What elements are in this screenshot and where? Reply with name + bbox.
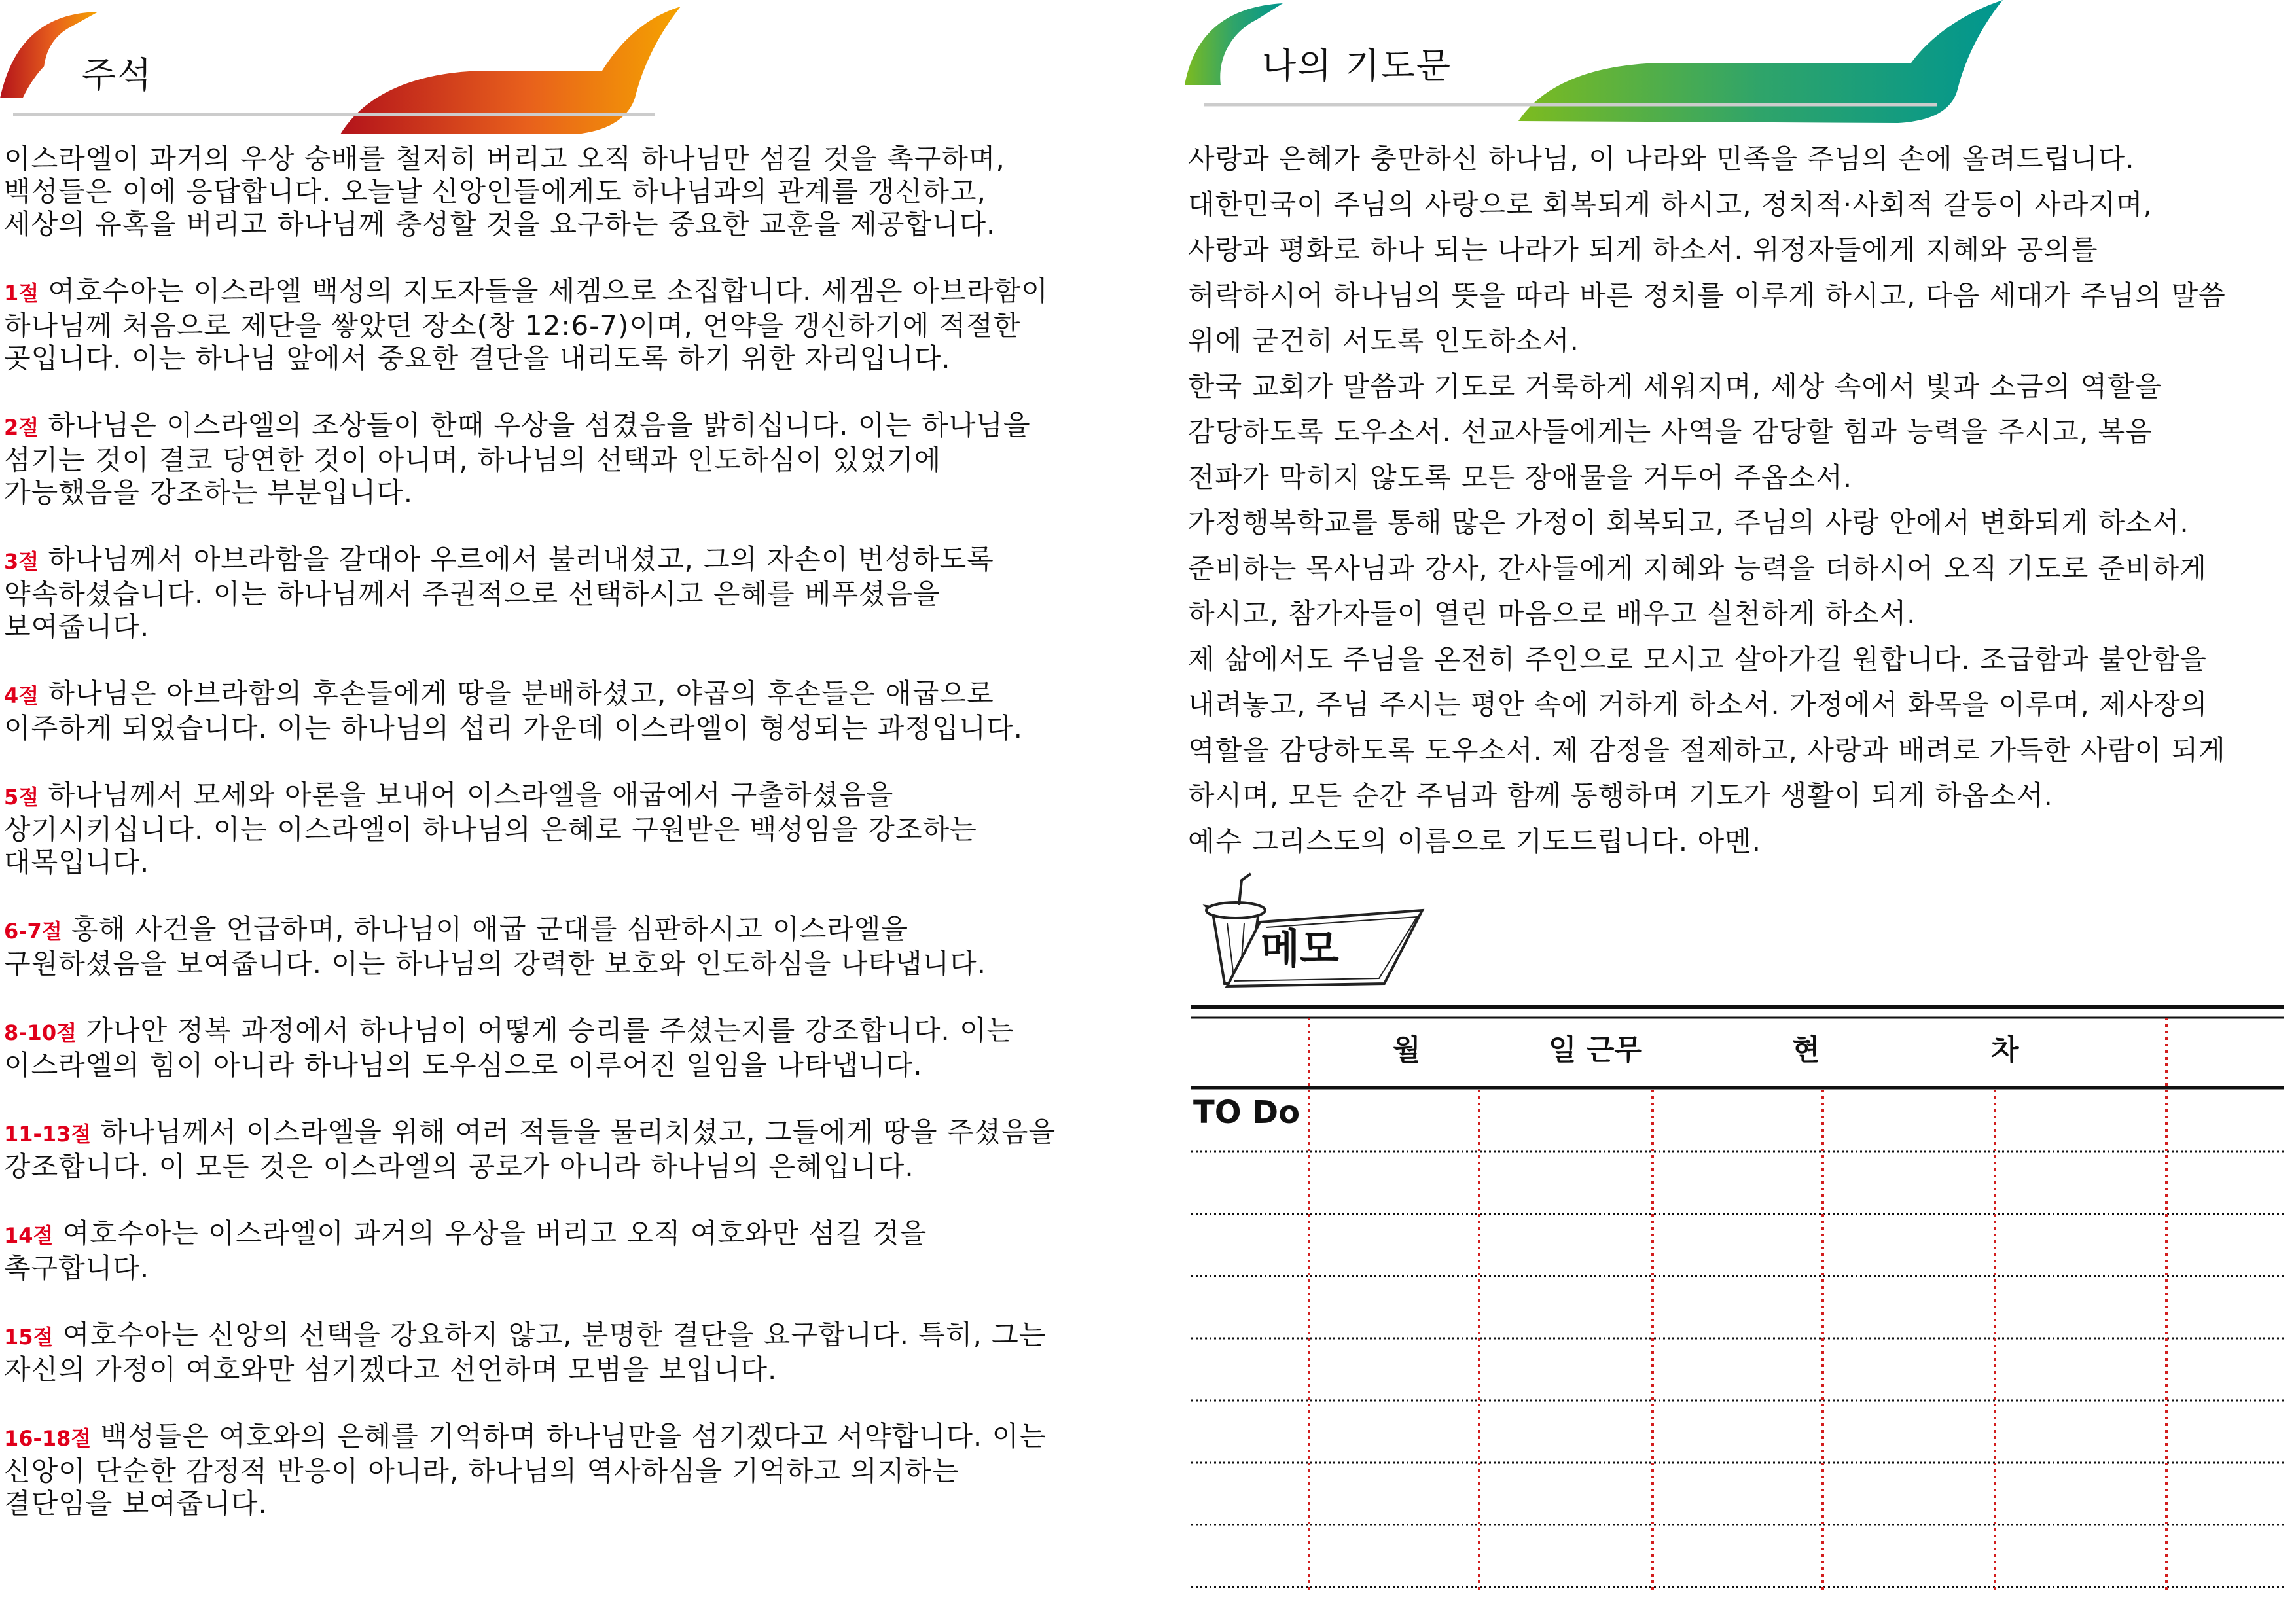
commentary-note — [4, 1014, 1130, 1082]
commentary-note — [4, 1420, 1130, 1520]
commentary-banner — [0, 0, 1152, 137]
verse-ref: 5절 — [4, 785, 39, 810]
verse-ref: 11-13절 — [4, 1122, 92, 1147]
note-text: 하나님은 이스라엘의 조상들이 한때 우상을 섬겼음을 밝히십니다. 이는 하나님을 섬기는 것이 결코 당연한 것이 아니며, 하나님의 선택과 인도하심이 있었기에 가능했음을 강조하는 부분입니다. — [4, 409, 1031, 508]
note-text: 하나님께서 아브라함을 갈대아 우르에서 불러내셨고, 그의 자손이 번성하도록 약속하셨습니다. 이는 하나님께서 주권적으로 선택하시고 은혜를 베푸셨음을 보여줍니다. — [4, 543, 994, 643]
prayer-line: 한국 교회가 말씀과 기도로 거룩하게 세워지며, 세상 속에서 빛과 소금의 역할을 — [1188, 370, 2162, 402]
verse-ref: 4절 — [4, 683, 39, 708]
prayer-line: 가정행복학교를 통해 많은 가정이 회복되고, 주님의 사랑 안에서 변화되게 하소서. — [1188, 507, 2189, 539]
commentary-note — [4, 913, 1130, 980]
commentary-body — [4, 143, 1130, 1554]
memo-header-day-work: 일 근무 — [1549, 1033, 1642, 1067]
commentary-note — [4, 543, 1130, 643]
commentary-note — [4, 1116, 1130, 1183]
prayer-line: 준비하는 목사님과 강사, 간사들에게 지혜와 능력을 더하시어 오직 기도로 준비하게 — [1188, 552, 2207, 584]
note-text: 여호수아는 신앙의 선택을 강요하지 않고, 분명한 결단을 요구합니다. 특히, 그는 자신의 가정이 여호와만 섬기겠다고 선언하며 모범을 보입니다. — [4, 1319, 1047, 1385]
memo-header-hyeon: 현 — [1792, 1033, 1820, 1067]
verse-ref: 15절 — [4, 1325, 54, 1349]
prayer-line: 제 삶에서도 주님을 온전히 주인으로 모시고 살아가길 원합니다. 조급함과 불안함을 — [1188, 643, 2207, 675]
commentary-title: 주석 — [82, 54, 153, 96]
prayer-body — [1188, 136, 2294, 864]
prayer-line: 역할을 감당하도록 도우소서. 제 감정을 절제하고, 사랑과 배려로 가득한 사람이 되게 — [1188, 734, 2226, 766]
commentary-note — [4, 1217, 1130, 1285]
todo-label: TO Do — [1193, 1094, 1300, 1131]
prayer-line: 내려놓고, 주님 주시는 평안 속에 거하게 하소서. 가정에서 화목을 이루며, 제사장의 — [1188, 688, 2208, 721]
commentary-note — [4, 677, 1130, 745]
note-text: 하나님은 아브라함의 후손들에게 땅을 분배하셨고, 야곱의 후손들은 애굽으로 이주하게 되었습니다. 이는 하나님의 섭리 가운데 이스라엘이 형성되는 과정입니다. — [4, 677, 1023, 744]
verse-ref: 8-10절 — [4, 1020, 77, 1045]
prayer-line: 허락하시어 하나님의 뜻을 따라 바른 정치를 이루게 하시고, 다음 세대가 주님의 말씀 — [1188, 279, 2226, 312]
note-text: 가나안 정복 과정에서 하나님이 어떻게 승리를 주셨는지를 강조합니다. 이는 이스라엘의 힘이 아니라 하나님의 도우심으로 이루어진 일임을 나타냅니다. — [4, 1014, 1014, 1081]
memo-header-month: 월 — [1393, 1033, 1421, 1067]
note-text: 여호수아는 이스라엘 백성의 지도자들을 세겜으로 소집합니다. 세겜은 아브라함이 하나님께 처음으로 제단을 쌓았던 장소(창 12:6-7)이며, 언약을 갱신하기에 적절한 곳입니다. 이는 하나님 앞에서 중요한 결단을 내리도록 하기 위한 자리입니다. — [4, 275, 1049, 374]
verse-ref: 16-18절 — [4, 1426, 92, 1451]
prayer-title: 나의 기도문 — [1262, 45, 1452, 86]
prayer-line: 전파가 막히지 않도록 모든 장애물을 거두어 주옵소서. — [1188, 461, 1853, 493]
commentary-intro: 이스라엘이 과거의 우상 숭배를 철저히 버리고 오직 하나님만 섬길 것을 촉구하며, 백성들은 이에 응답합니다. 오늘날 신앙인들에게도 하나님과의 관계를 갱신하고, 세상의 유혹을 버리고 하나님께 충성할 것을 요구하는 중요한 교훈을 제공합니다. — [4, 143, 1005, 240]
prayer-line: 하시며, 모든 순간 주님과 함께 동행하며 기도가 생활이 되게 하옵소서. — [1188, 779, 2053, 812]
commentary-note — [4, 275, 1130, 375]
note-text: 하나님께서 이스라엘을 위해 여러 적들을 물리치셨고, 그들에게 땅을 주셨음을 강조합니다. 이 모든 것은 이스라엘의 공로가 아니라 하나님의 은혜입니다. — [4, 1116, 1056, 1183]
memo-label: 메모 — [1261, 925, 1339, 972]
prayer-line: 사랑과 평화로 하나 되는 나라가 되게 하소서. 위정자들에게 지혜와 공의를 — [1188, 234, 2098, 266]
prayer-line: 대한민국이 주님의 사랑으로 회복되게 하시고, 정치적·사회적 갈등이 사라지며, — [1188, 188, 2153, 221]
note-text: 여호수아는 이스라엘이 과거의 우상을 버리고 오직 여호와만 섬길 것을 촉구합니다. — [4, 1217, 927, 1284]
verse-ref: 14절 — [4, 1223, 54, 1248]
commentary-note — [4, 779, 1130, 879]
prayer-line: 감당하도록 도우소서. 선교사들에게는 사역을 감당할 힘과 능력을 주시고, 복음 — [1188, 416, 2153, 448]
commentary-note — [4, 409, 1130, 509]
commentary-note — [4, 1319, 1130, 1386]
verse-ref: 6-7절 — [4, 919, 62, 944]
memo-header-cha: 차 — [1991, 1033, 2019, 1067]
verse-ref: 1절 — [4, 281, 39, 306]
verse-ref: 3절 — [4, 549, 39, 574]
verse-ref: 2절 — [4, 415, 39, 440]
note-text: 홍해 사건을 언급하며, 하나님이 애굽 군대를 심판하시고 이스라엘을 구원하셨음을 보여줍니다. 이는 하나님의 강력한 보호와 인도하심을 나타냅니다. — [4, 913, 987, 980]
note-text: 백성들은 여호와의 은혜를 기억하며 하나님만을 섬기겠다고 서약합니다. 이는 신앙이 단순한 감정적 반응이 아니라, 하나님의 역사하심을 기억하고 의지하는 결단임을 보여줍니다. — [4, 1420, 1047, 1520]
prayer-line: 하시고, 참가자들이 열린 마음으로 배우고 실천하게 하소서. — [1188, 597, 1916, 630]
note-text: 하나님께서 모세와 아론을 보내어 이스라엘을 애굽에서 구출하셨음을 상기시키십니다. 이는 이스라엘이 하나님의 은혜로 구원받은 백성임을 강조하는 대목입니다. — [4, 779, 977, 878]
prayer-line: 사랑과 은혜가 충만하신 하나님, 이 나라와 민족을 주님의 손에 올려드립니다. — [1188, 143, 2135, 175]
prayer-line: 위에 굳건히 서도록 인도하소서. — [1188, 325, 1579, 357]
prayer-line: 예수 그리스도의 이름으로 기도드립니다. 아멘. — [1188, 825, 1761, 857]
memo-grid — [1188, 998, 2287, 1594]
